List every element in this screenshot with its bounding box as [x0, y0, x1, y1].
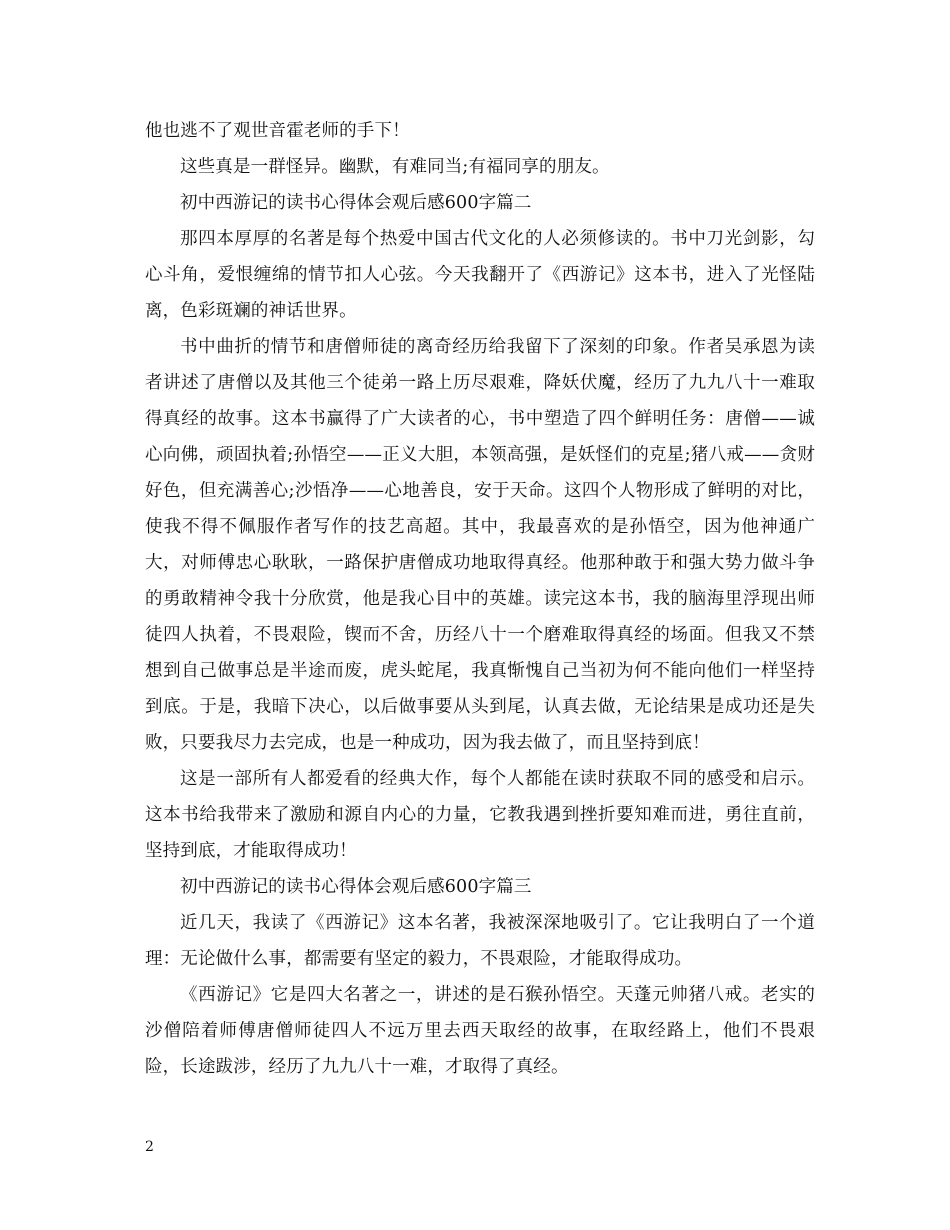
paragraph: 这些真是一群怪异。幽默，有难同当;有福同享的朋友。	[180, 157, 610, 177]
document-body	[145, 113, 815, 1085]
paragraph: 这是一部所有人都爱看的经典大作，每个人都能在读时获取不同的感受和启示。这本书给我带来了激励和源自内心的力量，它教我遇到挫折要知难而进，勇往直前，坚持到底，才能取得成功！	[145, 769, 815, 861]
paragraph: 他也逃不了观世音霍老师的手下！	[145, 121, 410, 141]
paragraph: 近几天，我读了《西游记》这本名著，我被深深地吸引了。它让我明白了一个道理：无论做什么事，都需要有坚定的毅力，不畏艰险，才能取得成功。	[145, 913, 815, 969]
page-number: 2	[145, 1139, 154, 1155]
section-heading: 初中西游记的读书心得体会观后感600字篇二	[180, 193, 532, 213]
paragraph: 书中曲折的情节和唐僧师徒的离奇经历给我留下了深刻的印象。作者吴承恩为读者讲述了唐僧以及其他三个徒弟一路上历尽艰难，降妖伏魔，经历了九九八十一难取得真经的故事。这本书赢得了广大读者的心，书中塑造了四个鲜明任务：唐僧——诚心向佛，顽固执着;孙悟空——正义大胆，本领高强，是妖怪们的克星;猪八戒——贪财好色，但充满善心;沙悟净——心地善良，安于天命。这四个人物形成了鲜明的对比，使我不得不佩服作者写作的技艺高超。其中，我最喜欢的是孙悟空，因为他神通广大，对师傅忠心耿耿，一路保护唐僧成功地取得真经。他那种敢于和强大势力做斗争的勇敢精神令我十分欣赏，他是我心目中的英雄。读完这本书，我的脑海里浮现出师徒四人执着，不畏艰险，锲而不舍，历经八十一个磨难取得真经的场面。但我又不禁想到自己做事总是半途而废，虎头蛇尾，我真惭愧自己当初为何不能向他们一样坚持到底。于是，我暗下决心，以后做事要从头到尾，认真去做，无论结果是成功还是失败，只要我尽力去完成，也是一种成功，因为我去做了，而且坚持到底！	[145, 337, 815, 753]
section-heading: 初中西游记的读书心得体会观后感600字篇三	[180, 877, 532, 897]
paragraph: 《西游记》它是四大名著之一，讲述的是石猴孙悟空。天蓬元帅猪八戒。老实的沙僧陪着师傅唐僧师徒四人不远万里去西天取经的故事，在取经路上，他们不畏艰险，长途跋涉，经历了九九八十一难，才取得了真经。	[145, 985, 815, 1077]
paragraph: 那四本厚厚的名著是每个热爱中国古代文化的人必须修读的。书中刀光剑影，勾心斗角，爱恨缠绵的情节扣人心弦。今天我翻开了《西游记》这本书，进入了光怪陆离，色彩斑斓的神话世界。	[145, 229, 815, 321]
